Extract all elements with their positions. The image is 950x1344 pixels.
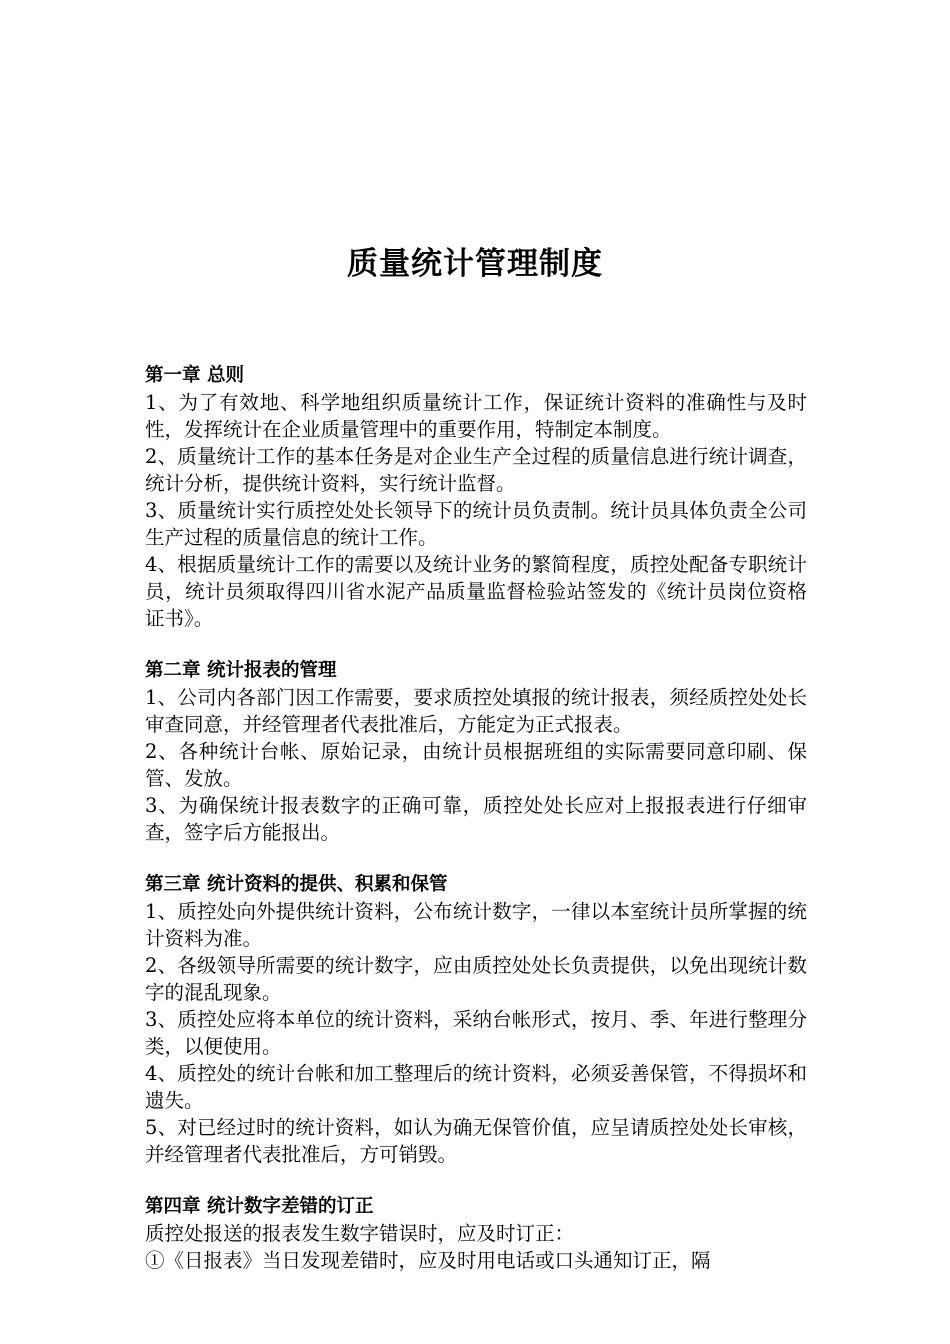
chapter-heading: 第四章 统计数字差错的订正 [145,1196,374,1217]
paragraph: 2、质量统计工作的基本任务是对企业生产全过程的质量信息进行统计调查，统计分析，提供统计资料，实行统计监督。 [145,445,807,495]
chapter-3 [145,871,807,1168]
document-body [145,362,807,1274]
chapter-heading: 第二章 统计报表的管理 [145,660,337,681]
chapter-1 [145,362,807,632]
chapter-4 [145,1193,807,1274]
paragraph: 3、质控处应将本单位的统计资料，采纳台帐形式，按月、季、年进行整理分类，以便使用。 [145,1008,807,1058]
paragraph: 2、各级领导所需要的统计数字，应由质控处处长负责提供，以免出现统计数字的混乱现象。 [145,954,807,1004]
paragraph: 1、为了有效地、科学地组织质量统计工作，保证统计资料的准确性与及时性，发挥统计在企业质量管理中的重要作用，特制定本制度。 [145,391,807,441]
paragraph: 2、各种统计台帐、原始记录，由统计员根据班组的实际需要同意印刷、保管、发放。 [145,740,807,790]
paragraph: 3、质量统计实行质控处处长领导下的统计员负责制。统计员具体负责全公司生产过程的质量信息的统计工作。 [145,499,807,549]
chapter-heading: 第三章 统计资料的提供、积累和保管 [145,874,448,895]
paragraph: 4、根据质量统计工作的需要以及统计业务的繁简程度，质控处配备专职统计员，统计员须取得四川省水泥产品质量监督检验站签发的《统计员岗位资格证书》。 [145,553,807,630]
paragraph: ①《日报表》当日发现差错时，应及时用电话或口头通知订正，隔 [145,1249,711,1272]
paragraph: 质控处报送的报表发生数字错误时，应及时订正： [145,1222,575,1245]
chapter-2 [145,657,807,846]
chapter-heading: 第一章 总则 [145,365,244,386]
paragraph: 1、公司内各部门因工作需要，要求质控处填报的统计报表，须经质控处处长审查同意，并经管理者代表批准后，方能定为正式报表。 [145,686,807,736]
paragraph: 1、质控处向外提供统计资料，公布统计数字，一律以本室统计员所掌握的统计资料为准。 [145,900,807,950]
paragraph: 5、对已经过时的统计资料，如认为确无保管价值，应呈请质控处处长审核，并经管理者代表批准后，方可销毁。 [145,1116,807,1166]
paragraph: 3、为确保统计报表数字的正确可靠，质控处处长应对上报报表进行仔细审查，签字后方能报出。 [145,794,807,844]
paragraph: 4、质控处的统计台帐和加工整理后的统计资料，必须妥善保管，不得损坏和遗失。 [145,1062,807,1112]
document-title: 质量统计管理制度 [347,246,603,282]
